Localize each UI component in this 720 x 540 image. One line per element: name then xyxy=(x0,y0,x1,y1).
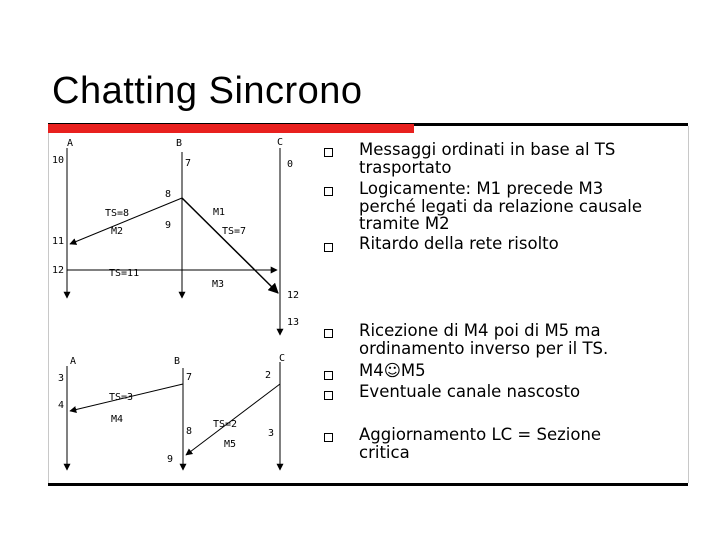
bullet-item: Ricezione di M4 poi di M5 ma ordinamento inverso per il TS. xyxy=(359,321,609,358)
m5-label: M5 xyxy=(224,439,237,450)
m1-label: M1 xyxy=(213,207,226,218)
clock-b-8: 8 xyxy=(165,189,172,200)
clock-a-12: 12 xyxy=(52,265,65,276)
clock-a-11: 11 xyxy=(52,236,65,247)
m2-label: M2 xyxy=(111,226,124,237)
bullet-marker xyxy=(324,371,333,380)
clock-b-7: 7 xyxy=(185,158,192,169)
ts-11-label: TS=11 xyxy=(109,268,140,279)
clock-b-9: 9 xyxy=(167,454,174,465)
bullet-item: Aggiornamento LC = Sezione critica xyxy=(359,425,602,462)
bullet-marker xyxy=(324,187,333,196)
bullet-item: Messaggi ordinati in base al TS trasportato xyxy=(359,140,616,177)
label-a: A xyxy=(67,138,74,149)
bullet-item: Ritardo della rete risolto xyxy=(359,234,559,253)
ts-2-label: TS=2 xyxy=(213,419,238,430)
bullet-item: Eventuale canale nascosto xyxy=(359,382,581,401)
clock-c-2: 2 xyxy=(265,370,272,381)
bullet-item: M4☺M5 xyxy=(359,361,426,380)
ts-3-label: TS=3 xyxy=(109,392,134,403)
clock-c-3: 3 xyxy=(268,428,275,439)
clock-c-13: 13 xyxy=(287,317,300,328)
clock-c-0: 0 xyxy=(287,159,294,170)
ts-8-label: TS=8 xyxy=(105,208,130,219)
clock-a-10: 10 xyxy=(52,155,65,166)
label-a: A xyxy=(70,356,77,367)
clock-b-8: 8 xyxy=(186,426,193,437)
clock-c-12: 12 xyxy=(287,290,300,301)
label-c: C xyxy=(279,353,286,364)
ts-7-label: TS=7 xyxy=(222,226,247,237)
clock-a-4: 4 xyxy=(58,400,65,411)
slide-title: Chatting Sincrono xyxy=(52,70,363,112)
m4-label: M4 xyxy=(111,414,124,425)
m3-label: M3 xyxy=(212,279,225,290)
label-b: B xyxy=(174,356,181,367)
bullet-marker xyxy=(324,391,333,400)
clock-b-9: 9 xyxy=(165,220,172,231)
clock-b-7: 7 xyxy=(186,372,193,383)
bullet-marker xyxy=(324,243,333,252)
label-c: C xyxy=(277,137,284,148)
bullet-marker xyxy=(324,148,333,157)
label-b: B xyxy=(176,138,183,149)
bullet-marker xyxy=(324,329,333,338)
bullet-item: Logicamente: M1 precede M3 perché legati da relazione causale tramite M2 xyxy=(359,179,642,233)
bullet-marker xyxy=(324,433,333,442)
clock-a-3: 3 xyxy=(58,373,65,384)
